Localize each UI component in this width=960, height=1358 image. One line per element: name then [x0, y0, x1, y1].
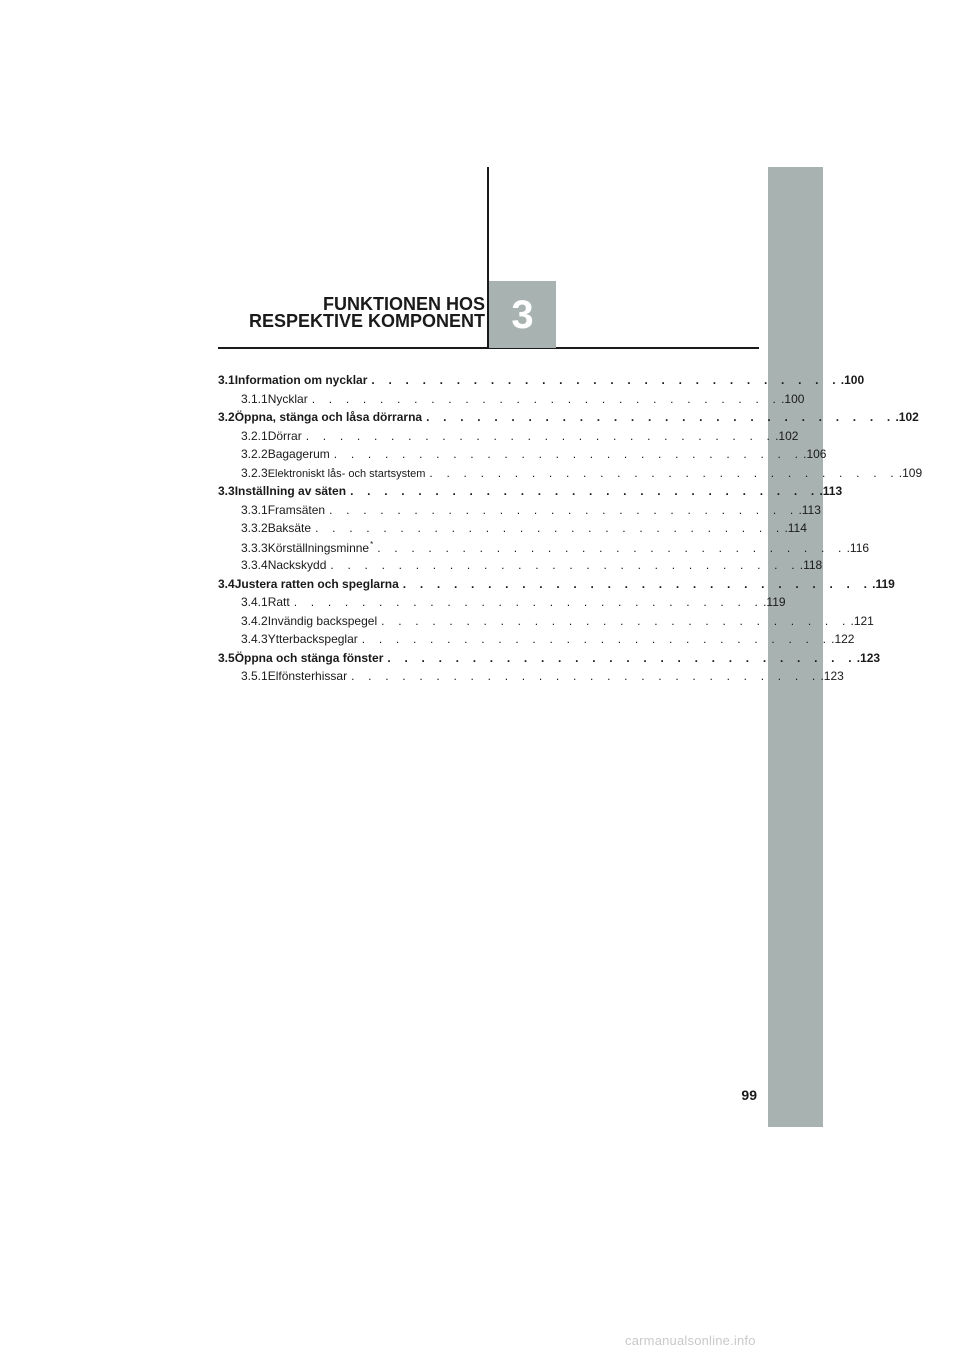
toc-leader-dots: . . . . . . . . . . . . . . . . . . . . . . . . . . . . — [315, 521, 785, 535]
toc-item-3-3-4[interactable] — [218, 558, 823, 577]
toc-label: Information om nycklar — [234, 373, 368, 387]
toc-label: Elektroniskt lås- och startsystem — [267, 467, 426, 480]
toc-number: 3.1.1 — [241, 391, 268, 406]
toc-label-text: Körställningsminne — [267, 540, 370, 555]
toc-item-3-3-2[interactable] — [218, 521, 807, 540]
toc-label: Justera ratten och speglarna — [234, 576, 399, 591]
toc-leader-dots: . . . . . . . . . . . . . . . . . . . . . . . . . . . . — [329, 502, 799, 517]
toc-number: 3.5.1 — [241, 669, 268, 683]
toc-item-3-4-1[interactable] — [218, 595, 786, 614]
toc-label: Elfönsterhissar — [267, 669, 348, 683]
toc-item-3-4-3[interactable] — [218, 632, 855, 651]
toc-item-3-5-1[interactable] — [218, 669, 844, 688]
toc-page: .118 — [799, 558, 823, 572]
toc-leader-dots: . . . . . . . . . . . . . . . . . . . . . . . . . . . . — [293, 595, 764, 609]
toc-number: 3.3.4 — [241, 558, 268, 572]
chapter-number-box — [489, 281, 556, 348]
page-number: 99 — [741, 1087, 757, 1103]
toc-page: .123 — [820, 669, 844, 683]
toc-leader-dots: . . . . . . . . . . . . . . . . . . . . . . . . . . . . — [333, 447, 804, 461]
chapter-number: 3 — [511, 292, 534, 337]
toc-leader-dots: . . . . . . . . . . . . . . . . . . . . . . . . . . . . — [371, 373, 841, 387]
toc-page: .102 — [895, 410, 919, 424]
toc-leader-dots: . . . . . . . . . . . . . . . . . . . . . . . . . . . . — [350, 484, 820, 498]
toc-page: .123 — [856, 650, 881, 665]
toc-page: .114 — [784, 521, 807, 535]
toc-label: Ratt — [267, 595, 290, 609]
toc-label: Ytterbackspeglar — [267, 632, 358, 646]
toc-leader-dots: . . . . . . . . . . . . . . . . . . . . . . . . . . . . — [361, 632, 832, 646]
toc-leader-dots: . . . . . . . . . . . . . . . . . . . . . . . . . . . . — [387, 650, 857, 665]
chapter-title — [165, 296, 485, 330]
toc-number: 3.3.3 — [241, 540, 268, 555]
toc-page: .119 — [872, 576, 895, 591]
toc-item-3-2-1[interactable] — [218, 428, 799, 448]
toc-label: Öppna, stänga och låsa dörrarna — [234, 410, 423, 424]
toc-label: Framsäten — [267, 502, 326, 517]
toc-page: .113 — [798, 502, 821, 517]
toc-page: .113 — [819, 484, 843, 498]
toc-leader-dots: . . . . . . . . . . . . . . . . . . . . . . . . . . . . — [426, 410, 896, 424]
toc-item-3-1-1[interactable] — [218, 391, 805, 411]
toc-leader-dots: . . . . . . . . . . . . . . . . . . . . . . . . . . . . — [429, 465, 899, 480]
toc-label: Inställning av säten — [234, 484, 347, 498]
toc-page: .122 — [831, 632, 855, 646]
toc-number: 3.2 — [218, 410, 235, 424]
toc-number: 3.4.1 — [241, 595, 268, 609]
toc-leader-dots: . . . . . . . . . . . . . . . . . . . . . . . . . . . . — [311, 391, 782, 406]
toc-number: 3.5 — [218, 650, 235, 665]
chapter-title-line-2: RESPEKTIVE KOMPONENT — [248, 311, 485, 331]
chapter-side-tab — [768, 167, 823, 1127]
toc-leader-dots: . . . . . . . . . . . . . . . . . . . . . . . . . . . . — [402, 576, 873, 591]
toc-number: 3.3.1 — [241, 502, 268, 517]
toc-page: .102 — [775, 428, 799, 443]
toc-section-3-5[interactable] — [218, 650, 881, 670]
toc-section-3-1[interactable] — [218, 373, 865, 392]
toc-number: 3.3.2 — [241, 521, 268, 535]
toc-number: 3.2.2 — [241, 447, 268, 461]
toc-page: .100 — [781, 391, 805, 406]
toc-leader-dots: . . . . . . . . . . . . . . . . . . . . . . . . . . . . — [351, 669, 821, 683]
toc-page: .109 — [898, 465, 923, 480]
toc-label: Nackskydd — [267, 558, 327, 572]
toc-page: .106 — [803, 447, 827, 461]
toc-page: .119 — [763, 595, 786, 609]
toc-leader-dots: . . . . . . . . . . . . . . . . . . . . . . . . . . . . — [330, 558, 800, 572]
toc-section-3-3[interactable] — [218, 484, 843, 503]
toc-page: .100 — [840, 373, 865, 387]
toc-item-3-3-1[interactable] — [218, 502, 821, 522]
toc-number: 3.4 — [218, 576, 235, 591]
toc-label — [268, 540, 374, 555]
toc-number: 3.3 — [218, 484, 235, 498]
toc-label: Öppna och stänga fönster — [234, 650, 384, 665]
table-of-contents — [218, 373, 923, 688]
toc-label: Invändig backspegel — [267, 613, 378, 628]
toc-number: 3.2.3 — [241, 465, 268, 480]
watermark: carmanualsonline.info — [625, 1333, 756, 1348]
toc-leader-dots: . . . . . . . . . . . . . . . . . . . . . . . . . . . . — [305, 428, 776, 443]
toc-page: .121 — [850, 613, 874, 628]
optional-equipment-marker: * — [370, 539, 374, 549]
chapter-title-line-1: FUNKTIONEN HOS — [323, 294, 485, 314]
toc-item-3-3-3[interactable] — [218, 539, 870, 559]
toc-number: 3.4.3 — [241, 632, 268, 646]
toc-label: Nycklar — [267, 391, 308, 406]
toc-number: 3.2.1 — [241, 428, 268, 443]
toc-item-3-2-2[interactable] — [218, 447, 827, 466]
toc-label: Baksäte — [267, 521, 312, 535]
toc-leader-dots: . . . . . . . . . . . . . . . . . . . . . . . . . . . . — [381, 613, 851, 628]
toc-number: 3.1 — [218, 373, 235, 387]
toc-label: Bagagerum — [267, 447, 330, 461]
toc-label: Dörrar — [267, 428, 302, 443]
toc-number: 3.4.2 — [241, 613, 268, 628]
toc-leader-dots: . . . . . . . . . . . . . . . . . . . . . . . . . . . . — [377, 540, 847, 555]
toc-page: .116 — [846, 540, 870, 555]
toc-item-3-2-3[interactable] — [218, 465, 923, 485]
toc-section-3-4[interactable] — [218, 576, 895, 596]
toc-item-3-4-2[interactable] — [218, 613, 874, 633]
toc-section-3-2[interactable] — [218, 410, 919, 429]
